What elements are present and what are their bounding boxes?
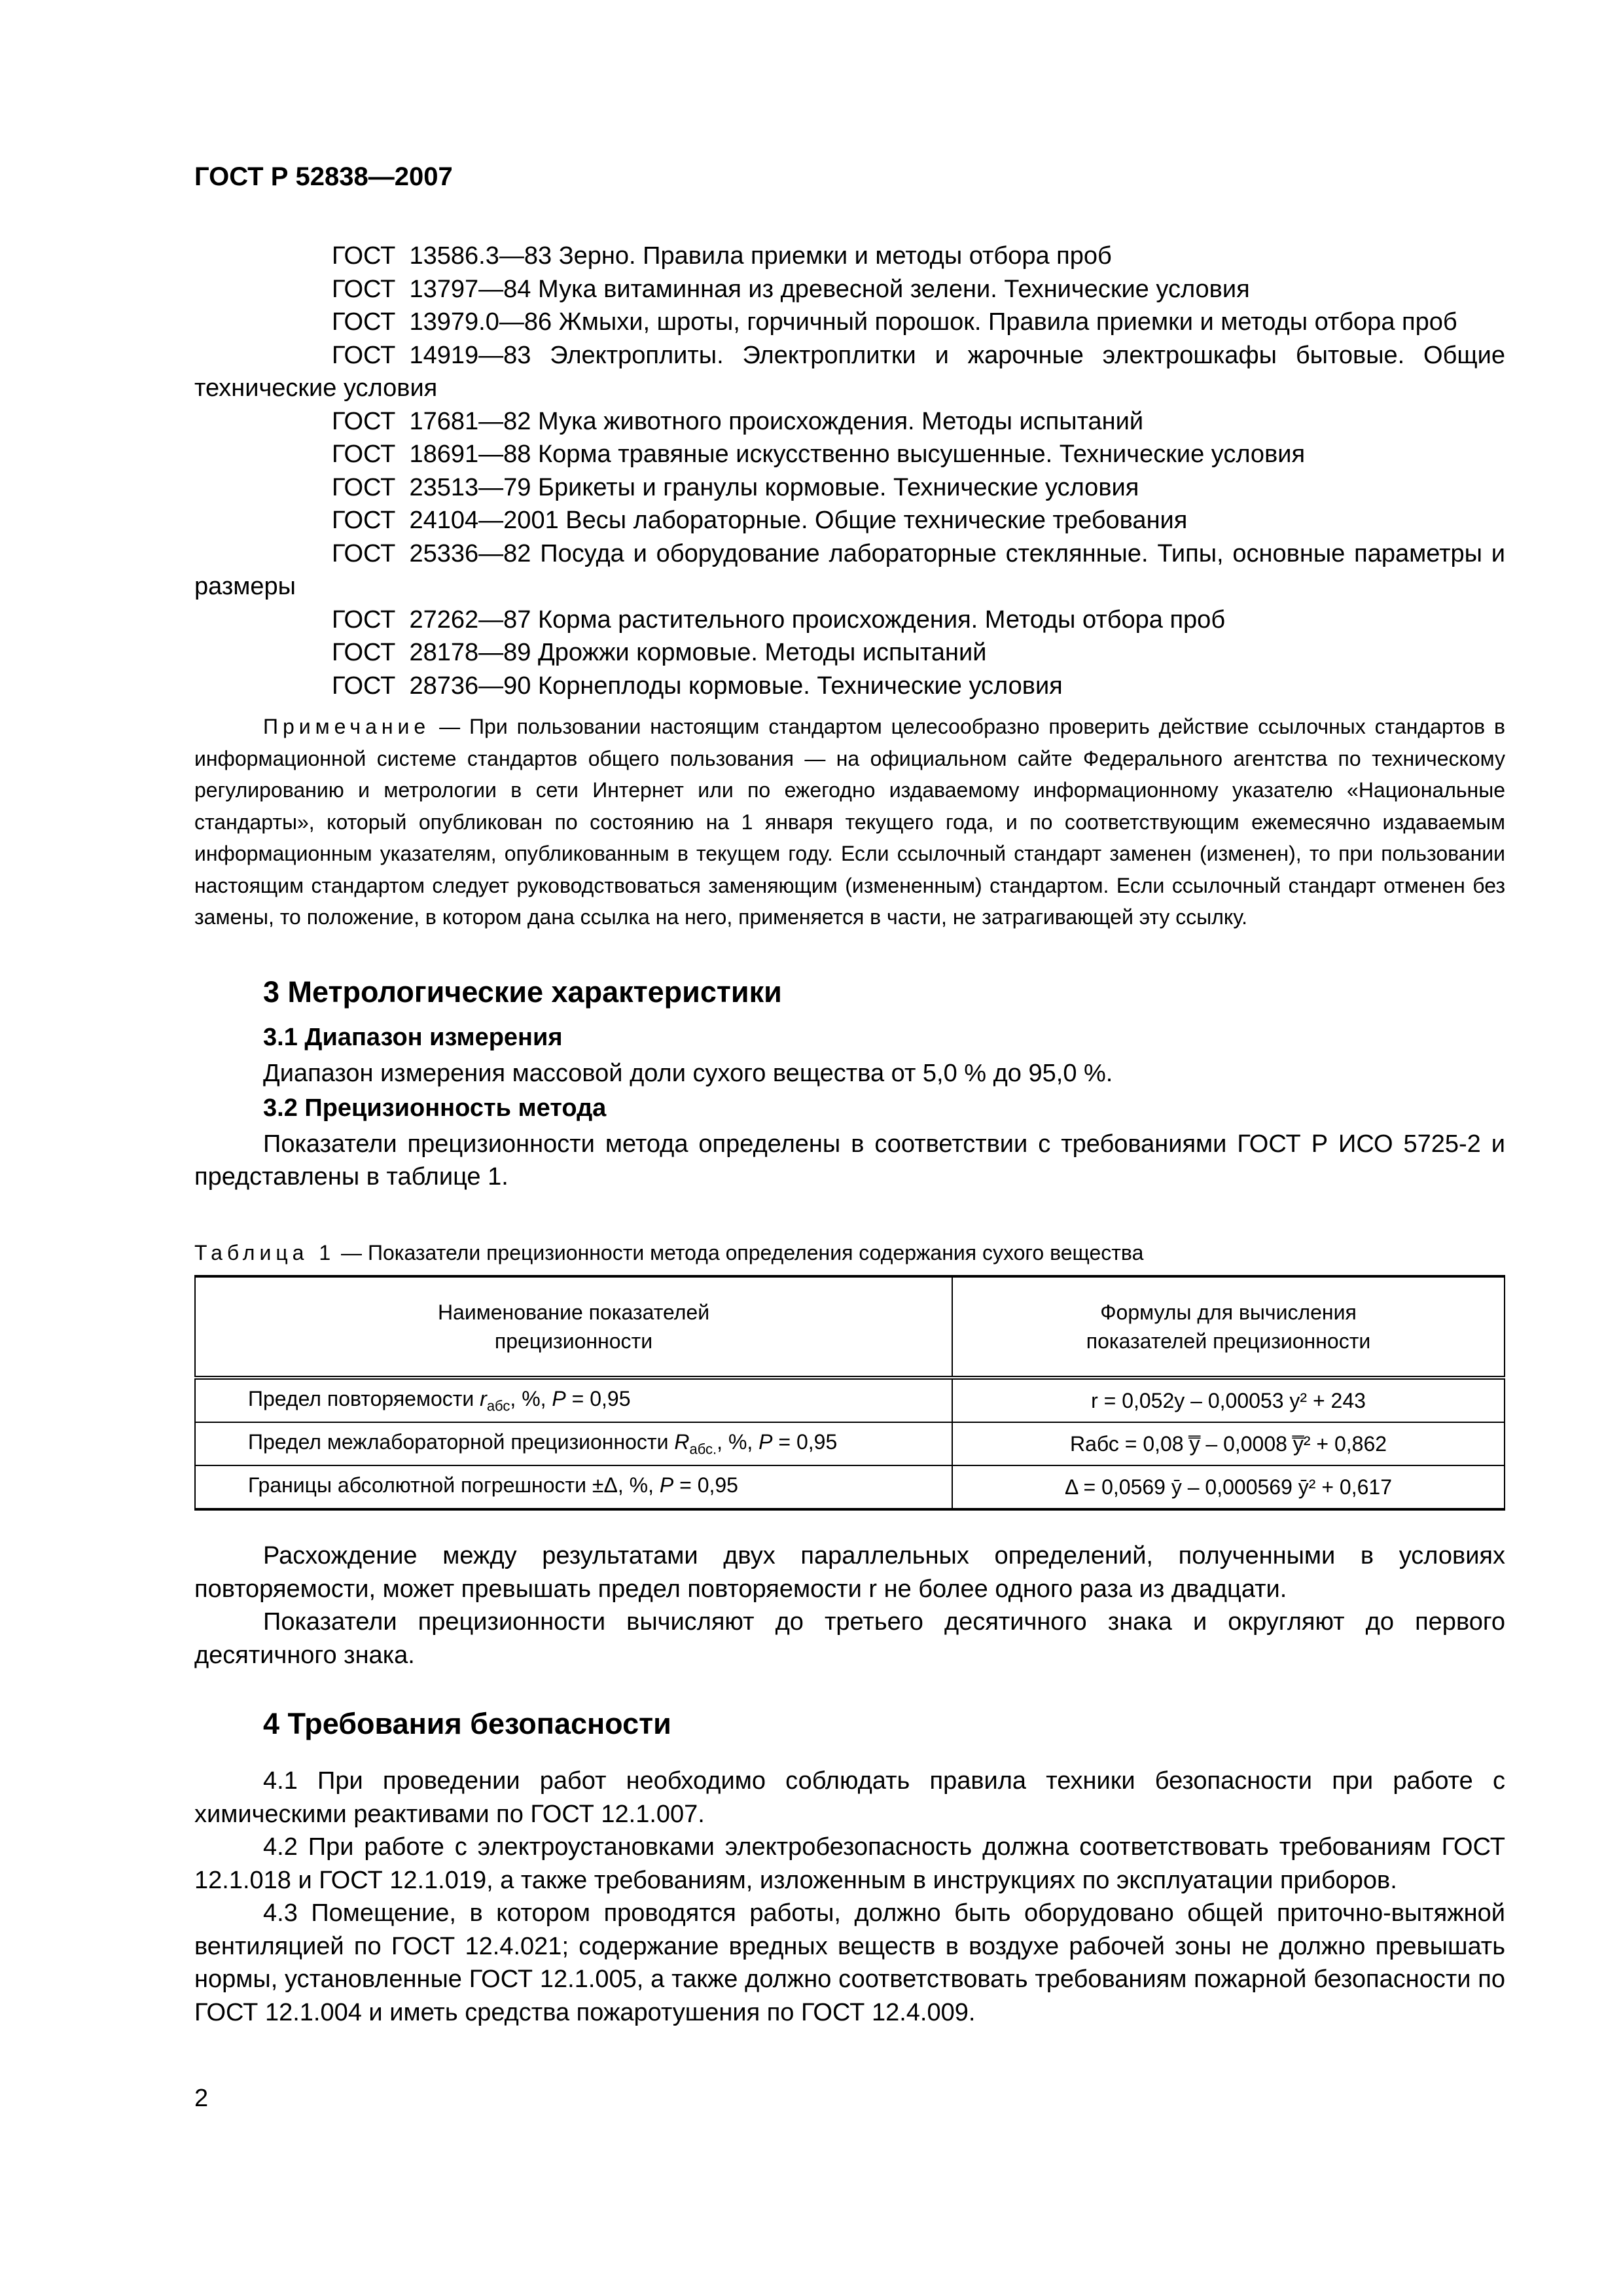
symbol: R — [674, 1429, 690, 1454]
unit: , %, — [510, 1386, 552, 1410]
unit: , %, — [617, 1473, 660, 1497]
reference-code: ГОСТ 25336—82 — [332, 539, 531, 567]
reference-title: Зерно. Правила приемки и методы отбора проб — [558, 242, 1112, 270]
probability-value: = 0,95 — [772, 1429, 838, 1454]
reference-title: Электроплиты. Электроплитки и жарочные электрошкафы бытовые. Общие технические условия — [194, 341, 1505, 402]
reference-code: ГОСТ 18691—88 — [332, 440, 531, 468]
table-row — [195, 1378, 1505, 1422]
section-4 — [194, 1707, 1505, 2029]
reference-item — [194, 438, 1505, 471]
section-3-1-title: 3.1 Диапазон измерения — [263, 1024, 563, 1051]
reference-title: Весы лабораторные. Общие технические требования — [565, 507, 1188, 534]
paragraph-4-3: 4.3 Помещение, в котором проводятся работы, должно быть оборудовано общей приточно-вытяжной вентиляцией по ГОСТ 12.4.021; содержание вредных веществ в воздухе рабочей зоны не должно превышать нормы, установленные ГОСТ 12.1.005, а также должно соответствовать требованиям пожарной безопасности по ГОСТ 12.1.004 и иметь средства пожаротушения по ГОСТ 12.4.009. — [194, 1899, 1505, 2026]
probability-symbol: P — [552, 1386, 566, 1410]
indicator-name — [195, 1378, 952, 1422]
subscript: абс — [486, 1397, 510, 1414]
reference-code: ГОСТ 17681—82 — [332, 407, 531, 435]
reference-code: ГОСТ 28736—90 — [332, 672, 531, 700]
formula: r = 0,052y – 0,00053 y² + 243 — [952, 1378, 1505, 1422]
table-row — [195, 1422, 1505, 1465]
paragraph-4-1: 4.1 При проведении работ необходимо соблюдать правила техники безопасности при работе с химическими реактивами по ГОСТ 12.1.007. — [194, 1767, 1505, 1828]
reference-item — [194, 306, 1505, 339]
reference-item — [194, 670, 1505, 703]
probability-value: = 0,95 — [565, 1386, 631, 1410]
note-text: — При пользовании настоящим стандартом целесообразно проверить действие ссылочных стандартов в информационной системе стандартов общего пользования — на официальном сайте Федерального агентства по техническому регулированию и метрологии в сети Интернет или по ежегодно издаваемому информационному указателю «Национальные стандарты», который опубликован по состоянию на 1 января текущего года, и по соответствующим ежемесячно издаваемым информационным указателям, опубликованным в текущем году. Если ссылочный стандарт заменен (изменен), то при пользовании настоящим стандартом следует руководствоваться заменяющим (измененным) стандартом. Если ссылочный стандарт отменен без замены, то положение, в котором дана ссылка на него, применяется в части, не затрагивающей эту ссылку. — [194, 715, 1505, 929]
references-list — [194, 240, 1505, 702]
unit: , %, — [717, 1429, 759, 1454]
reference-code: ГОСТ 24104—2001 — [332, 507, 559, 534]
column-header-name: Наименование показателей прецизионности — [195, 1276, 952, 1378]
reference-item — [194, 405, 1505, 439]
table-caption — [194, 1241, 1505, 1265]
document-header: ГОСТ Р 52838—2007 — [194, 162, 453, 191]
indicator-name — [195, 1465, 952, 1509]
reference-code: ГОСТ 13797—84 — [332, 275, 531, 303]
note-label: Примечание — [263, 715, 431, 738]
reference-item — [194, 273, 1505, 306]
reference-title: Корнеплоды кормовые. Технические условия — [538, 672, 1063, 700]
table-header-row — [195, 1276, 1505, 1378]
reference-title: Посуда и оборудование лабораторные стеклянные. Типы, основные параметры и размеры — [194, 539, 1506, 600]
formula: Rабс = 0,08 y̿ – 0,0008 y̿² + 0,862 — [952, 1422, 1505, 1465]
label: Границы абсолютной погрешности ±Δ — [248, 1473, 618, 1497]
section-3-title: 3 Метрологические характеристики — [263, 975, 782, 1009]
precision-table — [194, 1275, 1505, 1511]
reference-title: Жмыхи, шроты, горчичный порошок. Правила приемки и методы отбора проб — [558, 308, 1457, 336]
symbol: r — [480, 1386, 487, 1410]
section-3-2-title: 3.2 Прецизионность метода — [263, 1094, 607, 1122]
section-3-1-text: Диапазон измерения массовой доли сухого вещества от 5,0 % до 95,0 %. — [263, 1060, 1113, 1087]
label: Предел межлабораторной прецизионности — [248, 1429, 675, 1454]
reference-code: ГОСТ 14919—83 — [332, 341, 531, 369]
reference-item — [194, 603, 1505, 637]
section-3-2-text: Показатели прецизионности метода определены в соответствии с требованиями ГОСТ Р ИСО 5725-2 и представлены в таблице 1. — [194, 1130, 1505, 1191]
reference-item — [194, 504, 1505, 537]
section-3 — [194, 975, 1505, 1194]
reference-title: Мука витаминная из древесной зелени. Технические условия — [538, 275, 1250, 303]
table-caption-text: — Показатели прецизионности метода определения содержания сухого вещества — [335, 1241, 1144, 1265]
table-row — [195, 1465, 1505, 1509]
reference-title: Брикеты и гранулы кормовые. Технические условия — [538, 473, 1139, 501]
reference-title: Корма растительного происхождения. Методы отбора проб — [538, 605, 1226, 634]
paragraph-4-2: 4.2 При работе с электроустановками электробезопасность должна соответствовать требованиям ГОСТ 12.1.018 и ГОСТ 12.1.019, а также требованиям, изложенным в инструкциях по эксплуатации приборов. — [194, 1833, 1505, 1894]
probability-value: = 0,95 — [673, 1473, 738, 1497]
probability-symbol: P — [659, 1473, 674, 1497]
reference-item — [194, 537, 1505, 603]
column-header-formula: Формулы для вычисления показателей прецизионности — [952, 1276, 1505, 1378]
probability-symbol: P — [758, 1429, 773, 1454]
section-4-title: 4 Требования безопасности — [263, 1707, 671, 1740]
reference-code: ГОСТ 28178—89 — [332, 639, 531, 666]
reference-code: ГОСТ 27262—87 — [332, 605, 531, 634]
table-caption-label: Таблица 1 — [194, 1241, 336, 1265]
indicator-name — [195, 1422, 952, 1465]
page-number: 2 — [194, 2085, 209, 2112]
reference-title: Корма травяные искусственно высушенные. Технические условия — [538, 440, 1306, 468]
reference-code: ГОСТ 13979.0—86 — [332, 308, 552, 336]
paragraph: Показатели прецизионности вычисляют до третьего десятичного знака и округляют до первого десятичного знака. — [194, 1608, 1505, 1669]
paragraph: Расхождение между результатами двух параллельных определений, полученными в условиях повторяемости, может превышать предел повторяемости r не более одного раза из двадцати. — [194, 1542, 1505, 1603]
after-table-text — [194, 1539, 1505, 1672]
reference-code: ГОСТ 23513—79 — [332, 473, 531, 501]
reference-item — [194, 339, 1505, 405]
reference-item — [194, 471, 1505, 505]
label: Предел повторяемости — [248, 1386, 480, 1410]
subscript: абс. — [689, 1441, 717, 1458]
reference-item — [194, 636, 1505, 670]
formula: Δ = 0,0569 ȳ – 0,000569 ȳ² + 0,617 — [952, 1465, 1505, 1509]
reference-title: Мука животного происхождения. Методы испытаний — [538, 407, 1144, 435]
reference-title: Дрожжи кормовые. Методы испытаний — [538, 639, 987, 666]
reference-code: ГОСТ 13586.3—83 — [332, 242, 552, 270]
note — [194, 711, 1505, 933]
reference-item — [194, 240, 1505, 273]
